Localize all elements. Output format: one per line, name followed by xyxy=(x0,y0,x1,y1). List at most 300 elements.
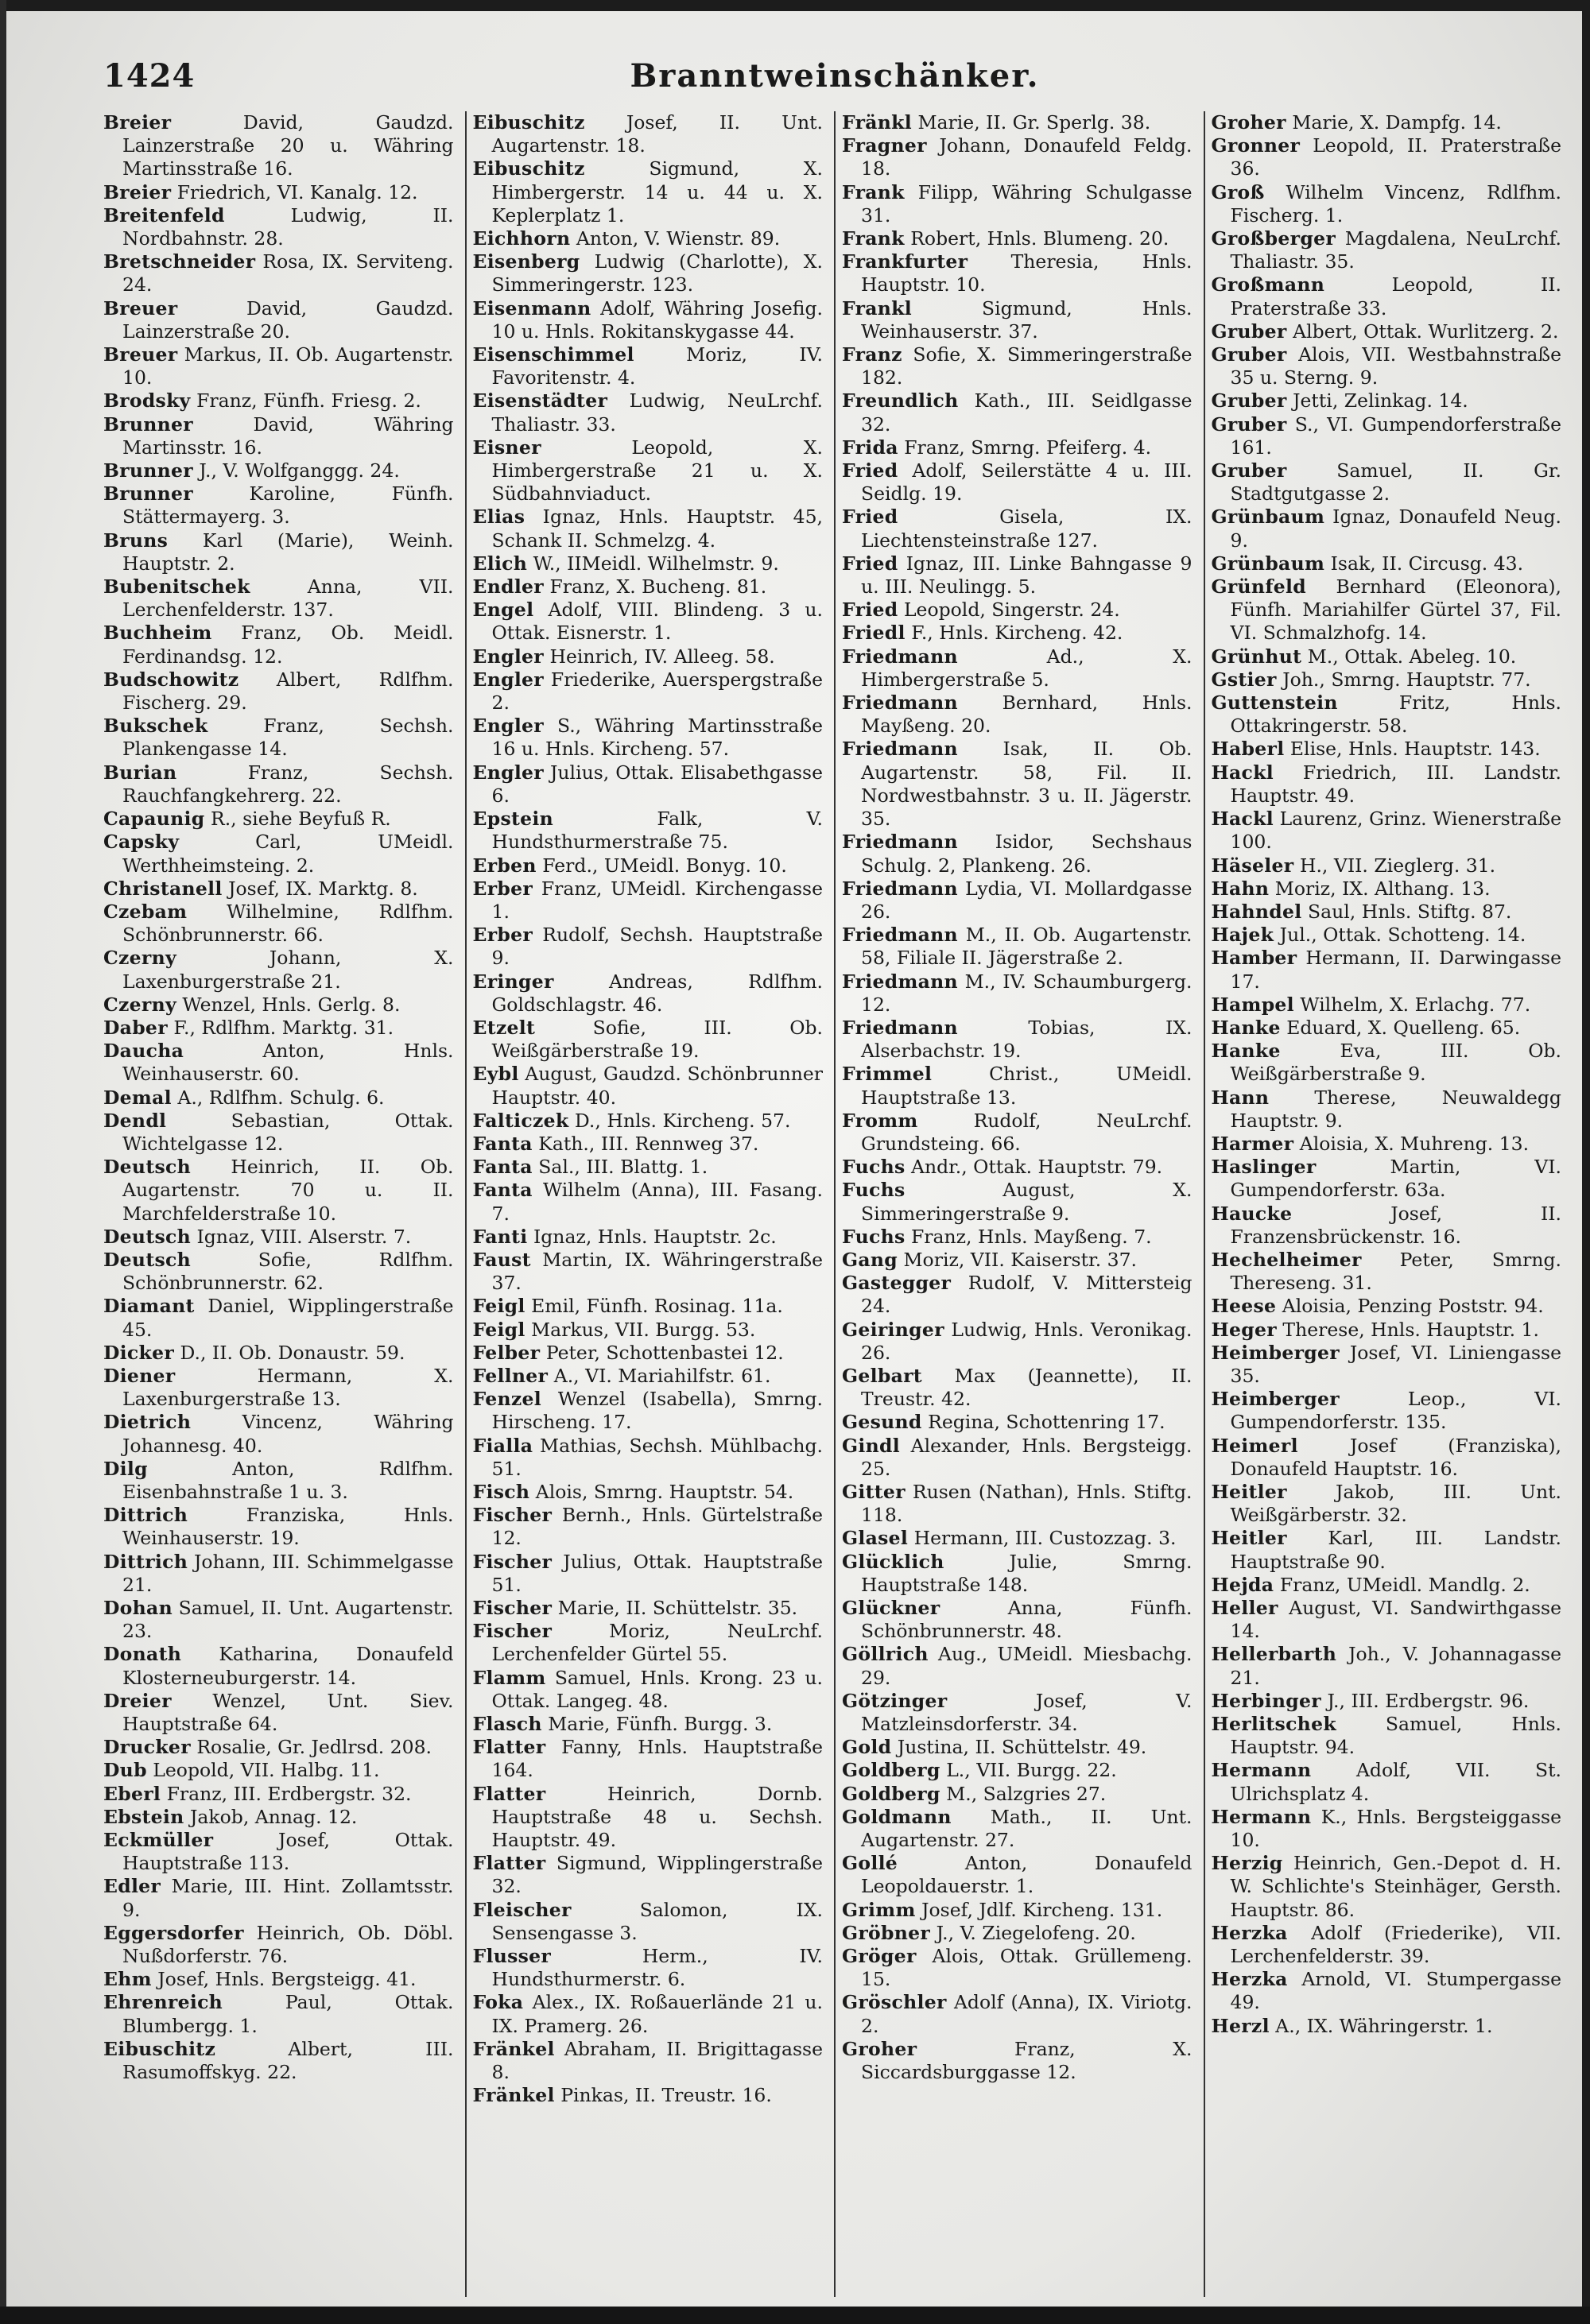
running-title: Branntweinschänker. xyxy=(630,57,1040,95)
entry-details: Aug., UMeidl. Miesbachg. 29. xyxy=(861,1643,1192,1689)
entry-details: Franz, III. Erdbergstr. 32. xyxy=(166,1782,412,1805)
directory-entry xyxy=(103,1806,454,1829)
entry-name: Hermann xyxy=(1211,1759,1312,1782)
entry-details: Marie, II. Gr. Sperlg. 38. xyxy=(917,111,1151,134)
entry-details: Heinrich, Ob. Döbl. Nußdorferstr. 76. xyxy=(122,1921,454,1968)
directory-entry xyxy=(103,1829,454,1875)
directory-entry xyxy=(1212,227,1562,273)
directory-entry xyxy=(103,1597,454,1643)
directory-entry xyxy=(473,250,824,296)
entry-details: Isak, II. Ob. Augartenstr. 58, Fil. II. Nordwestbahnstr. 3 u. II. Jägerstr. 35. xyxy=(861,738,1192,831)
entry-details: Franz, UMeidl. Mandlg. 2. xyxy=(1279,1573,1530,1596)
directory-entry xyxy=(473,1342,824,1365)
entry-name: Eberl xyxy=(103,1782,161,1805)
entry-name: Hahndel xyxy=(1211,900,1302,923)
entry-details: Johann, III. Schimmelgasse 21. xyxy=(122,1550,454,1596)
directory-entry xyxy=(473,1852,824,1898)
directory-entry xyxy=(473,1295,824,1318)
directory-entry xyxy=(103,622,454,668)
entry-details: Rudolf, Sechsh. Hauptstraße 9. xyxy=(491,924,823,970)
entry-details: Josef, II. Franzensbrückenstr. 16. xyxy=(1230,1202,1561,1248)
directory-entry xyxy=(473,227,824,250)
entry-name: Engler xyxy=(472,715,544,738)
entry-name: Haucke xyxy=(1211,1202,1293,1225)
entry-name: Gruber xyxy=(1211,459,1287,482)
directory-entry xyxy=(103,1643,454,1689)
entry-details: Tobias, IX. Alserbachstr. 19. xyxy=(861,1016,1192,1063)
entry-details: Anna, VII. Lerchenfelderstr. 137. xyxy=(122,575,454,622)
directory-entry xyxy=(103,389,454,413)
directory-entry xyxy=(1212,1968,1562,2014)
directory-entry xyxy=(473,1017,824,1063)
directory-entry xyxy=(103,877,454,901)
entry-name: Fried xyxy=(842,598,898,622)
entry-details: Robert, Hnls. Blumeng. 20. xyxy=(910,227,1169,250)
entry-details: F., Rdlfhm. Marktg. 31. xyxy=(173,1016,394,1039)
directory-entry xyxy=(1212,1597,1562,1643)
entry-details: W., IIMeidl. Wilhelmstr. 9. xyxy=(533,552,779,575)
entry-name: Fanta xyxy=(472,1156,533,1179)
entry-name: Felber xyxy=(472,1341,541,1364)
directory-entry xyxy=(473,343,824,389)
entry-name: Hanke xyxy=(1211,1040,1281,1063)
directory-entry xyxy=(1212,413,1562,459)
entry-details: Sal., III. Blattg. 1. xyxy=(538,1156,708,1179)
directory-entry xyxy=(103,1342,454,1365)
directory-entry xyxy=(1212,575,1562,645)
entry-details: Karl, III. Landstr. Hauptstraße 90. xyxy=(1230,1527,1561,1573)
entry-details: Hermann, III. Custozzag. 3. xyxy=(913,1527,1177,1550)
entry-name: Eichhorn xyxy=(472,227,571,250)
directory-entry xyxy=(473,575,824,598)
entry-name: Fischer xyxy=(472,1504,553,1527)
entry-details: Martin, VI. Gumpendorferstr. 63a. xyxy=(1230,1156,1561,1202)
entry-details: Wilhelm (Anna), III. Fasang. 7. xyxy=(491,1179,823,1225)
entry-name: Herzka xyxy=(1211,1968,1288,1991)
entry-name: Herzig xyxy=(1211,1852,1283,1875)
entry-details: Marie, II. Schüttelstr. 35. xyxy=(557,1597,798,1619)
directory-entry xyxy=(1212,343,1562,389)
entry-name: Breitenfeld xyxy=(103,203,225,227)
entry-name: Eibuschitz xyxy=(472,157,585,180)
entry-columns xyxy=(103,111,1566,2297)
entry-details: M., Salzgries 27. xyxy=(946,1782,1107,1805)
entry-details: Heinrich, Dornb. Hauptstraße 48 u. Sechsh. Hauptstr. 49. xyxy=(491,1782,823,1852)
directory-entry xyxy=(103,1086,454,1110)
entry-details: Martin, IX. Währingerstraße 37. xyxy=(491,1248,823,1295)
entry-name: Dittrich xyxy=(103,1504,188,1527)
entry-name: Czerny xyxy=(103,947,176,970)
entry-name: Göllrich xyxy=(842,1643,929,1666)
directory-entry xyxy=(842,622,1192,645)
entry-details: Samuel, II. Unt. Augartenstr. 23. xyxy=(122,1597,454,1643)
directory-entry xyxy=(842,1156,1192,1179)
entry-name: Capaunig xyxy=(103,808,205,831)
entry-details: August, X. Simmeringerstraße 9. xyxy=(861,1179,1192,1225)
page-header xyxy=(103,57,1566,105)
directory-entry xyxy=(103,1875,454,1921)
entry-details: Max (Jeannette), II. Treustr. 42. xyxy=(861,1364,1192,1411)
directory-entry xyxy=(103,459,454,482)
directory-entry xyxy=(103,901,454,947)
directory-entry xyxy=(842,134,1192,180)
entry-details: Albert, Ottak. Wurlitzerg. 2. xyxy=(1293,320,1559,343)
directory-entry xyxy=(1212,1133,1562,1156)
entry-name: Frank xyxy=(842,227,905,250)
column-3 xyxy=(834,111,1197,2297)
entry-name: Foka xyxy=(472,1991,524,2014)
entry-details: Wenzel (Isabella), Smrng. Hirscheng. 17. xyxy=(491,1388,823,1434)
directory-entry xyxy=(103,181,454,204)
entry-name: Budschowitz xyxy=(103,668,239,691)
entry-name: Fialla xyxy=(472,1434,533,1457)
directory-entry xyxy=(1212,552,1562,575)
entry-name: Bukschek xyxy=(103,715,208,738)
entry-details: Adolf (Friederike), VII. Lerchenfelderstr. 39. xyxy=(1230,1921,1561,1968)
directory-entry xyxy=(103,1017,454,1040)
entry-name: Demal xyxy=(103,1086,172,1109)
entry-name: Hellerbarth xyxy=(1211,1643,1337,1666)
entry-name: Franz xyxy=(842,343,902,366)
directory-entry xyxy=(1212,111,1562,134)
entry-details: Moriz, IV. Favoritenstr. 4. xyxy=(491,343,823,389)
directory-entry xyxy=(842,389,1192,436)
directory-entry xyxy=(473,111,824,157)
entry-name: Dittrich xyxy=(103,1550,188,1573)
entry-details: Isak, II. Circusg. 43. xyxy=(1330,552,1524,575)
entry-details: Josef, V. Matzleinsdorferstr. 34. xyxy=(861,1689,1192,1736)
entry-details: Adolf, Währing Josefig. 10 u. Hnls. Rokitanskygasse 44. xyxy=(491,296,823,343)
directory-entry xyxy=(842,459,1192,505)
entry-details: Hermann, II. Darwingasse 17. xyxy=(1230,947,1561,993)
entry-name: Ehrenreich xyxy=(103,1991,223,2014)
entry-name: Brunner xyxy=(103,482,193,505)
entry-name: Breuer xyxy=(103,343,178,366)
entry-details: Alexander, Hnls. Bergsteigg. 25. xyxy=(861,1434,1192,1480)
directory-entry xyxy=(842,1991,1192,2037)
entry-details: Eva, III. Ob. Weißgärberstraße 9. xyxy=(1230,1040,1561,1086)
directory-entry xyxy=(842,1690,1192,1736)
entry-name: Gruber xyxy=(1211,343,1287,366)
entry-name: Friedmann xyxy=(842,970,958,993)
entry-details: Julius, Ottak. Elisabethgasse 6. xyxy=(491,761,823,807)
entry-details: Anton, V. Wienstr. 89. xyxy=(576,227,781,250)
directory-entry xyxy=(1212,738,1562,761)
entry-name: Breier xyxy=(103,180,172,203)
entry-name: Czerny xyxy=(103,993,176,1016)
entry-name: Hann xyxy=(1211,1086,1270,1109)
entry-details: Wilhelm Vincenz, Rdlfhm. Fischerg. 1. xyxy=(1230,180,1561,227)
entry-name: Fenzel xyxy=(472,1388,541,1411)
entry-name: Daucha xyxy=(103,1040,184,1063)
entry-details: Leopold, VII. Halbg. 11. xyxy=(153,1759,380,1782)
entry-details: Carl, UMeidl. Werthheimsteing. 2. xyxy=(122,831,454,877)
entry-details: Theresia, Hnls. Hauptstr. 10. xyxy=(861,250,1192,296)
entry-details: Kath., III. Seidlgasse 32. xyxy=(861,389,1192,436)
directory-entry xyxy=(842,1249,1192,1272)
entry-name: Breuer xyxy=(103,296,178,320)
entry-details: Jakob, III. Unt. Weißgärberstr. 32. xyxy=(1230,1480,1561,1527)
directory-entry xyxy=(1212,273,1562,320)
scan-edge-bottom xyxy=(0,2307,1590,2324)
entry-details: Katharina, Donaufeld Klosterneuburgerstr. 14. xyxy=(122,1643,454,1689)
directory-entry xyxy=(1212,1852,1562,1922)
directory-entry xyxy=(473,1620,824,1666)
entry-name: Dub xyxy=(103,1759,147,1782)
entry-name: Buchheim xyxy=(103,622,212,645)
entry-name: Eybl xyxy=(472,1063,519,1086)
directory-entry xyxy=(1212,947,1562,993)
entry-details: Ludwig, Hnls. Veronikag. 26. xyxy=(861,1318,1192,1364)
directory-entry xyxy=(842,1945,1192,1991)
directory-entry xyxy=(1212,181,1562,227)
directory-entry xyxy=(1212,1574,1562,1597)
directory-entry xyxy=(473,1991,824,2037)
entry-name: Gelbart xyxy=(842,1364,922,1387)
directory-entry xyxy=(103,297,454,343)
entry-name: Bubenitschek xyxy=(103,575,250,598)
directory-entry xyxy=(1212,1643,1562,1689)
directory-entry xyxy=(473,1481,824,1504)
directory-entry xyxy=(103,1759,454,1782)
entry-details: M., II. Ob. Augartenstr. 58, Filiale II. Jägerstraße 2. xyxy=(861,924,1192,970)
scan-edge-left xyxy=(0,0,6,2324)
entry-name: Groß xyxy=(1211,180,1265,203)
directory-entry xyxy=(1212,994,1562,1017)
entry-name: Dohan xyxy=(103,1597,173,1619)
entry-name: Engler xyxy=(472,645,544,668)
entry-details: Franz, Sechsh. Plankengasse 14. xyxy=(122,715,454,761)
entry-name: Feigl xyxy=(472,1295,525,1318)
entry-name: Fischer xyxy=(472,1620,553,1643)
entry-name: Haslinger xyxy=(1211,1156,1317,1179)
entry-details: Ferd., UMeidl. Bonyg. 10. xyxy=(542,854,787,877)
entry-name: Fanta xyxy=(472,1132,533,1155)
entry-details: Jakob, Annag. 12. xyxy=(189,1805,358,1828)
entry-name: Erber xyxy=(472,877,533,900)
entry-name: Grimm xyxy=(842,1898,916,1921)
entry-name: Gastegger xyxy=(842,1272,952,1295)
entry-details: Wenzel, Unt. Siev. Hauptstraße 64. xyxy=(122,1689,454,1736)
directory-entry xyxy=(1212,1922,1562,1968)
directory-entry xyxy=(842,1527,1192,1550)
directory-entry xyxy=(1212,901,1562,924)
entry-name: Glasel xyxy=(842,1527,909,1550)
entry-name: Edler xyxy=(103,1875,161,1898)
directory-entry xyxy=(842,1226,1192,1249)
entry-name: Fränkel xyxy=(472,2084,555,2107)
entry-details: Josef, VI. Liniengasse 35. xyxy=(1230,1341,1561,1387)
entry-name: Fragner xyxy=(842,134,927,157)
entry-name: Eibuschitz xyxy=(472,111,585,134)
directory-entry xyxy=(103,947,454,993)
directory-entry xyxy=(1212,459,1562,505)
entry-name: Bruns xyxy=(103,529,169,552)
entry-details: Emil, Fünfh. Rosinag. 11a. xyxy=(531,1295,783,1318)
directory-entry xyxy=(103,1365,454,1411)
directory-entry xyxy=(842,924,1192,970)
directory-entry xyxy=(1212,1806,1562,1852)
entry-name: Groher xyxy=(842,2037,917,2060)
directory-entry xyxy=(842,1365,1192,1411)
directory-entry xyxy=(842,1643,1192,1689)
directory-entry xyxy=(103,250,454,296)
entry-name: Heller xyxy=(1211,1597,1278,1619)
directory-entry xyxy=(1212,1690,1562,1713)
entry-name: Gröger xyxy=(842,1945,917,1968)
directory-entry xyxy=(103,1458,454,1504)
directory-entry xyxy=(842,1411,1192,1434)
directory-entry xyxy=(473,970,824,1017)
entry-details: Ad., X. Himbergerstraße 5. xyxy=(861,645,1192,691)
directory-entry xyxy=(842,343,1192,389)
entry-name: Gruber xyxy=(1211,320,1287,343)
directory-entry xyxy=(103,1226,454,1249)
directory-entry xyxy=(103,1922,454,1968)
entry-name: Grünbaum xyxy=(1211,552,1325,575)
entry-details: Lydia, VI. Mollardgasse 26. xyxy=(861,877,1192,923)
directory-entry xyxy=(473,2038,824,2084)
entry-details: Joh., Smrng. Hauptstr. 77. xyxy=(1282,668,1531,691)
entry-name: Goldmann xyxy=(842,1805,952,1828)
directory-entry xyxy=(842,1551,1192,1597)
entry-details: Markus, II. Ob. Augartenstr. 10. xyxy=(122,343,454,389)
entry-name: Heimberger xyxy=(1211,1341,1340,1364)
directory-entry xyxy=(1212,1527,1562,1573)
entry-name: Frank xyxy=(842,180,905,203)
entry-details: Ignaz, Hnls. Hauptstr. 45, Schank II. Schmelzg. 4. xyxy=(491,505,823,552)
entry-details: Pinkas, II. Treustr. 16. xyxy=(560,2084,772,2107)
directory-entry xyxy=(842,250,1192,296)
entry-details: Rudolf, V. Mittersteig 24. xyxy=(861,1272,1192,1318)
directory-entry xyxy=(842,1063,1192,1109)
entry-name: Fleischer xyxy=(472,1898,572,1921)
entry-details: Anton, Donaufeld Leopoldauerstr. 1. xyxy=(861,1852,1192,1898)
entry-name: Flusser xyxy=(472,1945,552,1968)
entry-name: Eisner xyxy=(472,436,541,459)
entry-details: Karl (Marie), Weinh. Hauptstr. 2. xyxy=(122,529,454,575)
entry-details: Franz, Hnls. Mayßeng. 7. xyxy=(910,1225,1152,1248)
directory-entry xyxy=(103,1783,454,1806)
directory-entry xyxy=(842,1783,1192,1806)
entry-name: Fischer xyxy=(472,1597,553,1619)
entry-name: Herzka xyxy=(1211,1921,1288,1944)
entry-details: R., siehe Beyfuß R. xyxy=(211,808,391,831)
entry-name: Eckmüller xyxy=(103,1829,214,1852)
entry-details: Moriz, IX. Althang. 13. xyxy=(1274,877,1491,900)
entry-name: Burian xyxy=(103,761,177,784)
directory-entry xyxy=(473,1249,824,1295)
directory-entry xyxy=(473,1365,824,1388)
entry-details: J., III. Erdbergstr. 96. xyxy=(1327,1689,1530,1712)
entry-name: Fränkel xyxy=(472,2037,555,2060)
directory-entry xyxy=(1212,877,1562,901)
entry-details: Ignaz, III. Linke Bahngasse 9 u. III. Neulingg. 5. xyxy=(861,552,1192,598)
directory-entry xyxy=(842,181,1192,227)
entry-name: Herzl xyxy=(1211,2014,1270,2037)
entry-details: Andr., Ottak. Hauptstr. 79. xyxy=(910,1156,1163,1179)
entry-details: Magdalena, NeuLrchf. Thaliastr. 35. xyxy=(1230,227,1561,273)
entry-details: Heinrich, IV. Alleeg. 58. xyxy=(549,645,775,668)
directory-entry xyxy=(103,668,454,715)
directory-entry xyxy=(473,854,824,877)
entry-details: Moriz, VII. Kaiserstr. 37. xyxy=(903,1248,1138,1271)
directory-entry xyxy=(473,761,824,808)
entry-details: Friedrich, III. Landstr. Hauptstr. 49. xyxy=(1230,761,1561,807)
directory-entry xyxy=(103,831,454,877)
entry-details: Fritz, Hnls. Ottakringerstr. 58. xyxy=(1230,691,1561,738)
entry-details: David, Gaudzd. Lainzerstraße 20 u. Währing Martinsstraße 16. xyxy=(122,111,454,180)
directory-entry xyxy=(1212,1040,1562,1086)
directory-entry xyxy=(473,1388,824,1434)
entry-details: Sebastian, Ottak. Wichtelgasse 12. xyxy=(122,1109,454,1155)
entry-name: Friedmann xyxy=(842,877,958,900)
directory-entry xyxy=(842,2038,1192,2084)
directory-entry xyxy=(473,1736,824,1782)
entry-name: Goldberg xyxy=(842,1759,940,1782)
entry-name: Fanta xyxy=(472,1179,533,1202)
entry-details: Eduard, X. Quelleng. 65. xyxy=(1286,1016,1521,1039)
entry-details: Josef, II. Unt. Augartenstr. 18. xyxy=(491,111,823,157)
directory-entry xyxy=(473,389,824,436)
entry-name: Dendl xyxy=(103,1109,167,1132)
directory-entry xyxy=(473,715,824,761)
directory-entry xyxy=(1212,1481,1562,1527)
directory-entry xyxy=(473,1783,824,1853)
entry-details: Heinrich, Gen.-Depot d. H. W. Schlichte's Steinhäger, Gersth. Hauptstr. 86. xyxy=(1230,1852,1561,1921)
entry-name: Eggersdorfer xyxy=(103,1921,244,1944)
entry-name: Eisenmann xyxy=(472,296,591,320)
entry-name: Gruber xyxy=(1211,389,1287,413)
entry-name: Dicker xyxy=(103,1341,175,1364)
entry-details: Adolf, Seilerstätte 4 u. III. Seidlg. 19. xyxy=(861,459,1192,505)
directory-entry xyxy=(103,482,454,529)
entry-name: Elich xyxy=(472,552,528,575)
entry-name: Fischer xyxy=(472,1550,553,1573)
directory-entry xyxy=(473,1435,824,1481)
directory-entry xyxy=(1212,1203,1562,1249)
directory-entry xyxy=(103,575,454,622)
entry-name: Brunner xyxy=(103,413,193,436)
entry-details: Jul., Ottak. Schotteng. 14. xyxy=(1279,924,1526,947)
entry-details: Isidor, Sechshaus Schulg. 2, Plankeng. 26. xyxy=(861,831,1192,877)
directory-entry xyxy=(473,1179,824,1225)
entry-name: Groher xyxy=(1211,111,1286,134)
entry-details: Josef (Franziska), Donaufeld Hauptstr. 16. xyxy=(1230,1434,1561,1480)
directory-entry xyxy=(473,1945,824,1991)
entry-name: Freundlich xyxy=(842,389,959,413)
directory-entry xyxy=(1212,1156,1562,1202)
directory-entry xyxy=(1212,2015,1562,2038)
entry-details: Alex., IX. Roßauerlände 21 u. IX. Pramerg. 26. xyxy=(491,1991,823,2037)
entry-name: Flamm xyxy=(472,1666,546,1689)
directory-entry xyxy=(473,598,824,645)
directory-entry xyxy=(842,505,1192,552)
entry-details: S., Währing Martinsstraße 16 u. Hnls. Kircheng. 57. xyxy=(491,715,823,761)
directory-entry xyxy=(473,1063,824,1109)
entry-name: Frida xyxy=(842,436,898,459)
directory-entry xyxy=(103,204,454,250)
entry-name: Friedmann xyxy=(842,924,958,947)
entry-name: Brodsky xyxy=(103,389,191,413)
entry-name: Breier xyxy=(103,111,172,134)
entry-details: D., Hnls. Kircheng. 57. xyxy=(574,1109,791,1132)
directory-entry xyxy=(473,1110,824,1133)
entry-details: Jetti, Zelinkag. 14. xyxy=(1293,389,1468,413)
entry-details: Friedrich, VI. Kanalg. 12. xyxy=(176,180,418,203)
directory-entry xyxy=(473,645,824,668)
entry-details: J., V. Ziegelofeng. 20. xyxy=(936,1921,1136,1944)
